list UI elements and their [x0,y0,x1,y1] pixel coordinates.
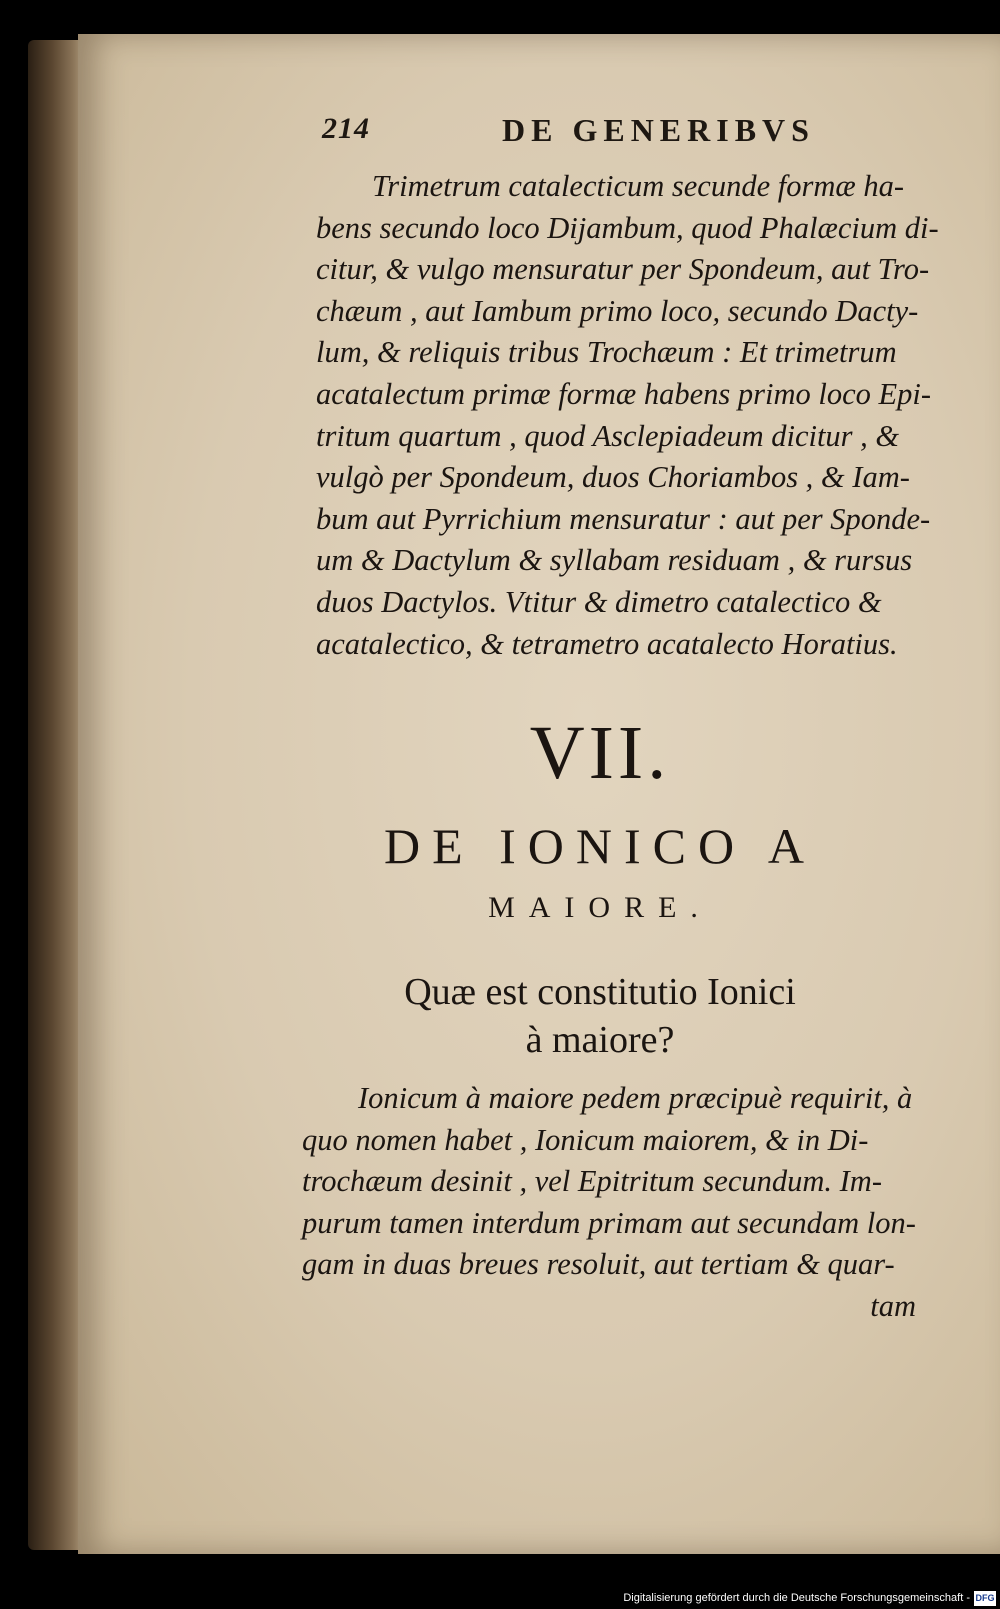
question-line: à maiore? [525,1019,675,1061]
text-line: um & Dactylum & syllabam residuam , & rursus [316,543,913,578]
text-line: acatalectum primæ formæ habens primo loco Epi- [316,376,932,411]
question-line: Quæ est constitutio Ionici [404,971,796,1013]
text-line: duos Dactylos. Vtitur & dimetro catalectico & [316,584,882,619]
text-line: chæum , aut Iambum primo loco, secundo Dacty- [316,293,919,328]
text-line: quo nomen habet , Ionicum maiorem, & in Di- [302,1122,869,1157]
text-line: Trimetrum catalecticum secunde formæ ha- [372,169,904,203]
text-line: Ionicum à maiore pedem præcipuè requirit, à [358,1081,913,1115]
text-line: gam in duas breues resoluit, aut tertiam & quar- [302,1247,895,1282]
text-line: acatalectico, & tetrametro acatalecto Horatius. [316,626,898,661]
question-heading [300,968,900,1064]
text-line: lum, & reliquis tribus Trochæum : Et trimetrum [316,335,897,370]
text-line: vulgò per Spondeum, duos Choriambos , & Iam- [316,460,910,495]
dfg-logo-icon: DFG [974,1591,996,1606]
text-line: purum tamen interdum primam aut secundam lon- [302,1205,916,1240]
text-line: bens secundo loco Dijambum, quod Phalæcium di- [316,210,939,245]
body-paragraph-1 [316,166,956,665]
text-line: bum aut Pyrrichium mensuratur : aut per Sponde- [316,501,931,536]
funding-credit: Digitalisierung gefördert durch die Deutsche Forschungsgemeinschaft - [623,1592,970,1604]
text-line: citur, & vulgo mensuratur per Spondeum, aut Tro- [316,252,930,287]
body-paragraph-2 [302,1078,942,1328]
text-line: tritum quartum , quod Asclepiadeum dicitur , & [316,418,900,453]
running-head [322,112,842,156]
text-line: tam [870,1288,916,1323]
page-number: 214 [322,112,370,145]
chapter-number: VII. [529,711,671,795]
chapter-title: DE IONICO A [384,818,816,874]
text-line: trochæum desinit , vel Epitritum secundum. Im- [302,1164,882,1199]
chapter-subtitle: MAIORE. [488,891,712,924]
running-head-title: DE GENERIBVS [502,112,815,148]
